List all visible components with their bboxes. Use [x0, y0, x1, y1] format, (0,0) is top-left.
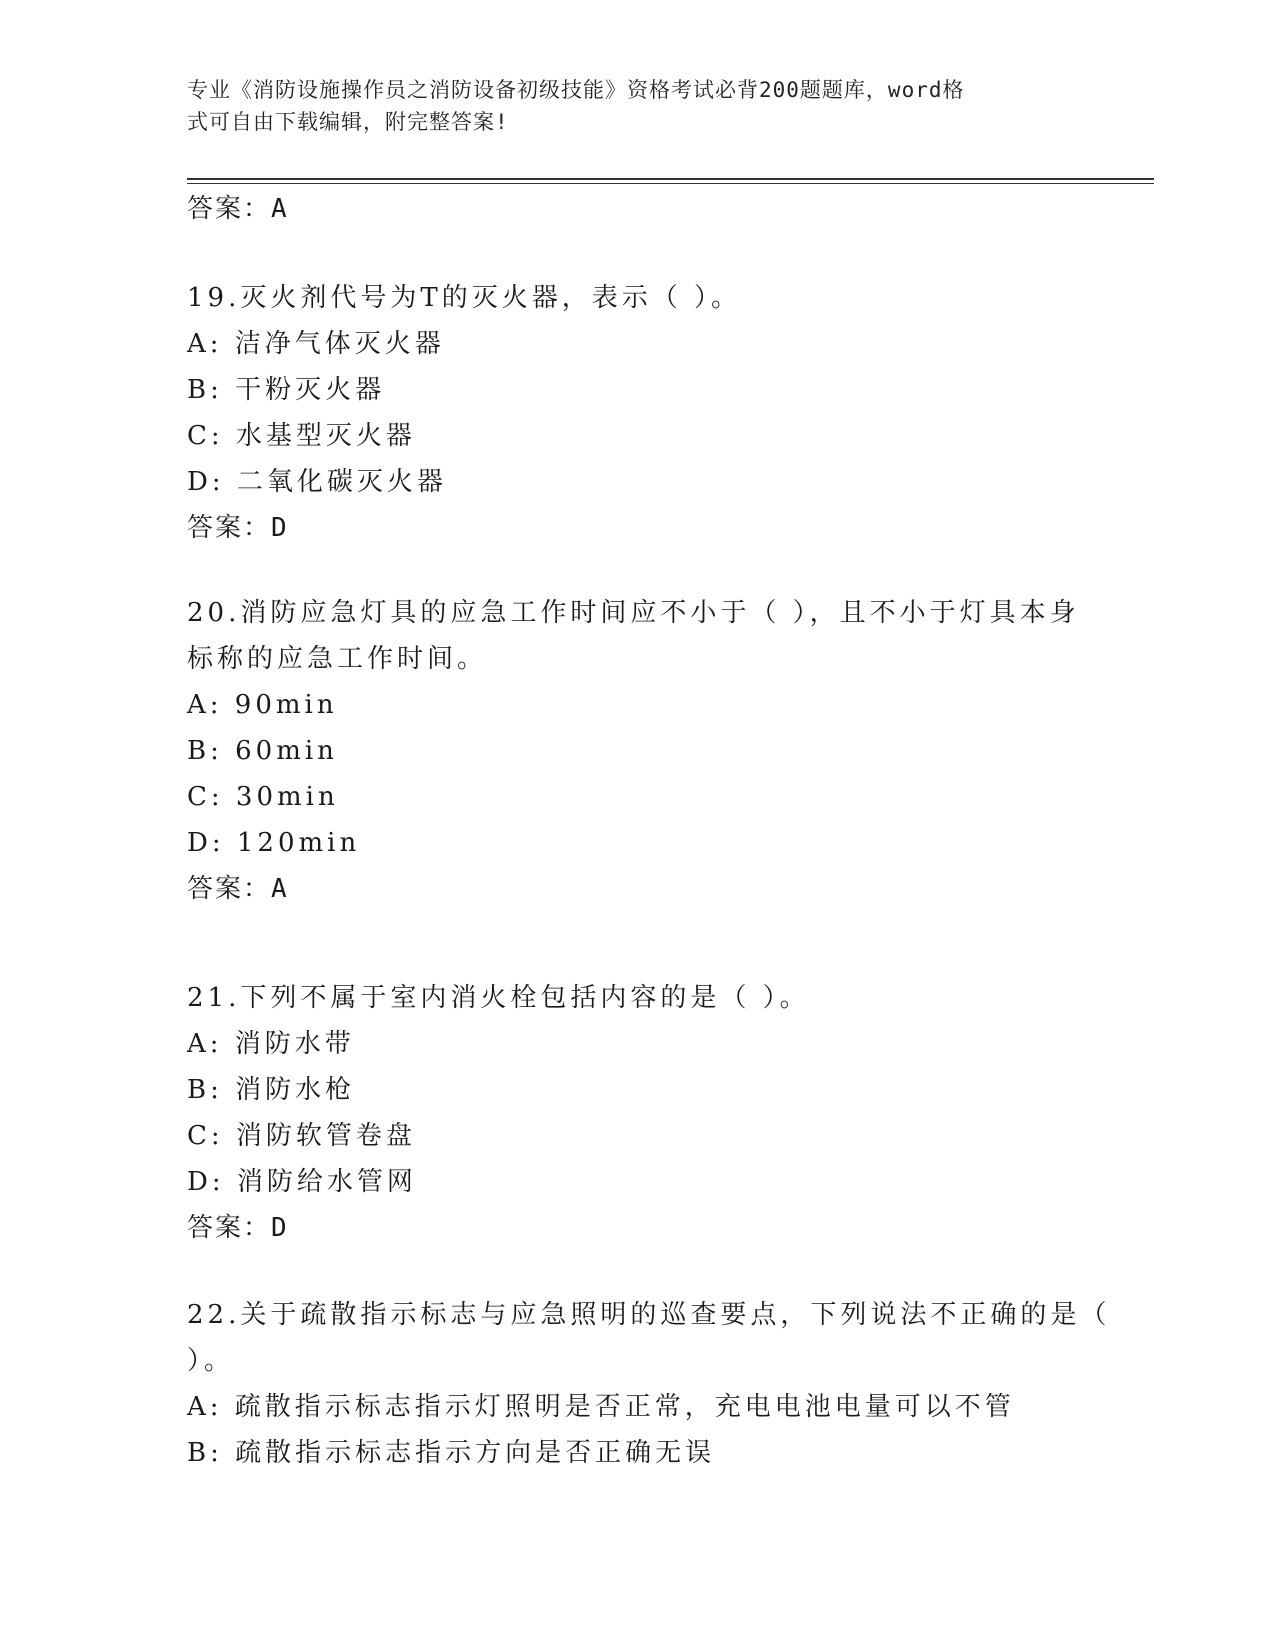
header-divider-thin: [187, 183, 1154, 184]
option-d: D: 120min: [187, 828, 361, 858]
option-b: B: 消防水枪: [187, 1075, 356, 1105]
question-19: [187, 275, 1087, 551]
option-b: B: 干粉灭火器: [187, 375, 386, 405]
question-21: [187, 975, 1087, 1251]
option-a: A: 疏散指示标志指示灯照明是否正常，充电电池电量可以不管: [187, 1392, 1015, 1422]
answer-label: 答案：: [187, 513, 272, 543]
option-a: A: 90min: [187, 690, 338, 720]
question-text: 19.灭火剂代号为T的灭火器，表示（ ）。: [187, 283, 741, 313]
option-a: A: 消防水带: [187, 1029, 355, 1059]
question-20: [187, 590, 1087, 912]
answer-label: 答案：: [187, 874, 272, 904]
question-text-line-2: ）。: [187, 1346, 235, 1376]
answer-label: 答案：: [187, 194, 272, 224]
option-b: B: 60min: [187, 736, 338, 766]
question-22: [187, 1292, 1111, 1476]
previous-answer: [187, 186, 1087, 232]
answer-line: [187, 505, 1087, 551]
answer-line: [187, 1205, 1087, 1251]
answer-label: 答案：: [187, 1213, 272, 1243]
answer-value: A: [271, 874, 289, 904]
option-b: B: 疏散指示标志指示方向是否正确无误: [187, 1438, 716, 1468]
option-d: D: 消防给水管网: [187, 1167, 417, 1197]
option-a: A: 洁净气体灭火器: [187, 329, 445, 359]
option-c: C: 消防软管卷盘: [187, 1121, 416, 1151]
answer-value: D: [271, 513, 289, 543]
answer-line: [187, 186, 1087, 232]
header-line-2: 式可自由下载编辑，附完整答案!: [187, 110, 509, 134]
question-text-line-2: 标称的应急工作时间。: [187, 644, 488, 674]
question-text-line-1: 22.关于疏散指示标志与应急照明的巡查要点，下列说法不正确的是（: [187, 1300, 1111, 1330]
question-text-line-1: 20.消防应急灯具的应急工作时间应不小于（ ），且不小于灯具本身: [187, 598, 1080, 628]
option-d: D: 二氧化碳灭火器: [187, 467, 447, 497]
answer-value: D: [271, 1213, 289, 1243]
document-header: [187, 74, 1067, 138]
question-text: 21.下列不属于室内消火栓包括内容的是（ ）。: [187, 983, 810, 1013]
option-c: C: 水基型灭火器: [187, 421, 416, 451]
answer-value: A: [271, 194, 289, 224]
answer-line: [187, 866, 1087, 912]
header-divider-thick: [187, 178, 1154, 180]
header-line-1: 专业《消防设施操作员之消防设备初级技能》资格考试必背200题题库，word格: [187, 78, 965, 102]
option-c: C: 30min: [187, 782, 339, 812]
